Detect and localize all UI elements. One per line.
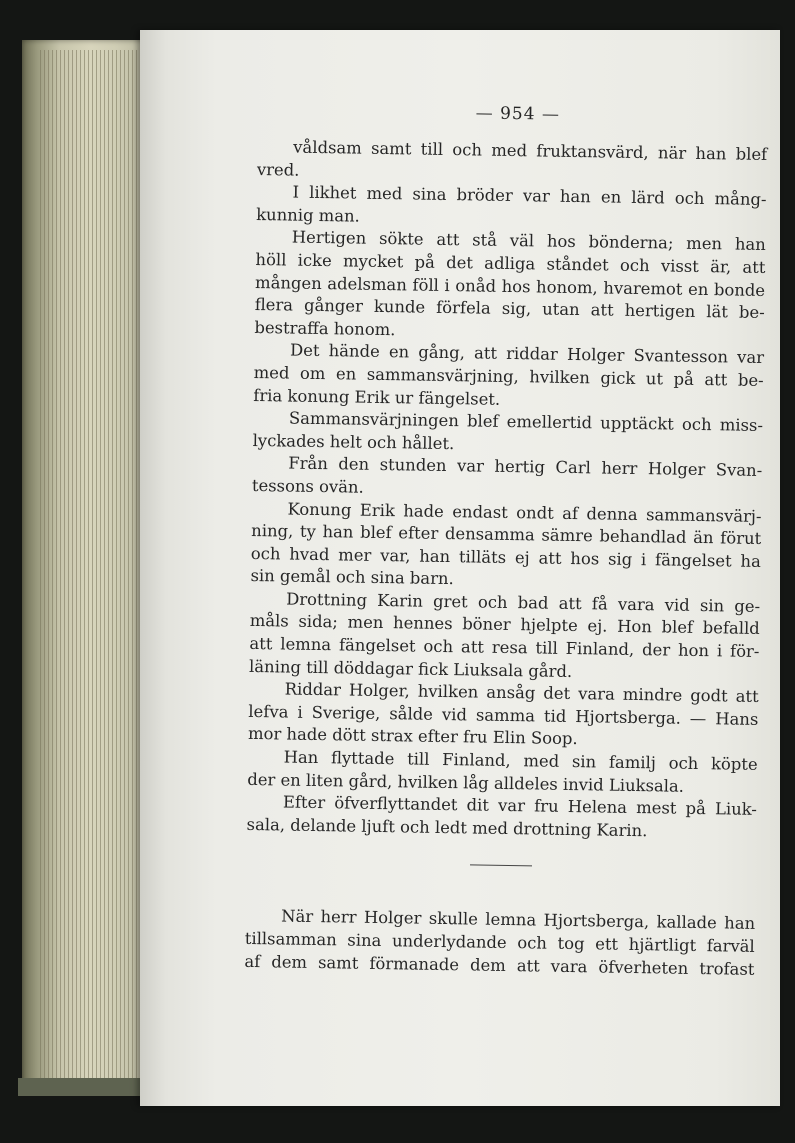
text-line: vred. (256, 159, 300, 180)
text-line: och hvad mer var, han tilläts ej att hos sig i fängelset ha (250, 543, 761, 571)
text-line: lefva i Sverige, sålde vid samma tid Hjortsberga. — Hans (248, 701, 759, 729)
page-edge-lines (40, 50, 140, 1080)
text-line: Det hände en gång, att riddar Holger Svantesson var (289, 340, 765, 368)
text-line: sala, delande ljuft och ledt med drottning Karin. (246, 814, 648, 841)
text-line: fria konung Erik ur fängelset. (253, 385, 501, 409)
text-line: Hertigen sökte att stå väl hos bönderna; men han (291, 227, 766, 255)
paragraph (248, 678, 759, 754)
text-line: höll icke mycket på det adliga ståndet och visst är, att (255, 249, 766, 277)
text-line: Riddar Holger, hvilken ansåg det vara mindre godt att (284, 679, 759, 707)
text-section-after-break (244, 905, 755, 981)
paragraph (256, 181, 767, 234)
paragraph (257, 136, 768, 189)
text-line: Konung Erik hade endast ondt af denna sammansvärj- (287, 499, 762, 526)
text-line: lyckades helt och hållet. (252, 430, 455, 453)
page-number: — 954 — (475, 103, 561, 125)
text-line: mången adelsman föll i onåd hos honom, hvaremot en bonde (254, 272, 766, 300)
paragraph (252, 452, 763, 505)
text-line: Efter öfverflyttandet dit var fru Helena mest på Liuk- (282, 792, 758, 820)
book-cover-edge (18, 1078, 158, 1096)
text-section-before-break (246, 136, 767, 844)
text-line: måls sida; men hennes böner hjelpte ej. Hon blef befalld (249, 611, 760, 639)
text-line: kunnig man. (256, 204, 360, 226)
paragraph (250, 497, 761, 595)
section-divider (470, 865, 532, 867)
text-line: tessons ovän. (251, 475, 364, 497)
text-line: I likhet med sina bröder var han en lärd och mång- (292, 182, 767, 210)
text-line: Han flyttade till Finland, med sin familj och köpte (283, 747, 758, 774)
text-line: tillsamman sina underlydande och tog ett hjärtligt farväl (244, 928, 755, 956)
paragraph (244, 905, 755, 981)
text-line: af dem samt förmanade dem att vara öfverheten trofast (244, 951, 755, 979)
text-line: der en liten gård, hvilken låg alldeles invid Liuksala. (247, 769, 685, 796)
paragraph (252, 407, 763, 460)
text-line: mor hade dött strax efter fru Elin Soop. (247, 724, 578, 749)
paragraph (254, 226, 766, 347)
text-line: Drottning Karin gret och bad att få vara vid sin ge- (286, 589, 761, 616)
paragraph (249, 588, 760, 686)
text-line: Från den stunden var hertig Carl herr Holger Svan- (288, 453, 763, 481)
text-line: med om en sammansvärjning, hvilken gick ut på att be- (253, 362, 764, 390)
text-line: att lemna fängelset och att resa till Finland, der hon i för- (249, 633, 760, 662)
text-line: bestraffa honom. (254, 317, 396, 339)
paragraph (247, 746, 758, 799)
text-line: När herr Holger skulle lemna Hjortsberga, kallade han (281, 906, 756, 934)
text-line: Sammansvärjningen blef emellertid upptäckt och miss- (288, 408, 764, 436)
paragraph (253, 339, 764, 415)
text-line: läning till döddagar fick Liuksala gård. (248, 656, 573, 681)
page-text (244, 100, 768, 981)
text-line: ning, ty han blef efter densamma sämre behandlad än förut (251, 521, 762, 549)
text-line: sin gemål och sina barn. (250, 566, 454, 589)
text-line: flera gånger kunde förfela sig, utan att hertigen lät be- (254, 295, 765, 323)
text-line: våldsam samt till och med fruktansvärd, när han blef (293, 137, 768, 165)
paragraph (246, 791, 757, 844)
